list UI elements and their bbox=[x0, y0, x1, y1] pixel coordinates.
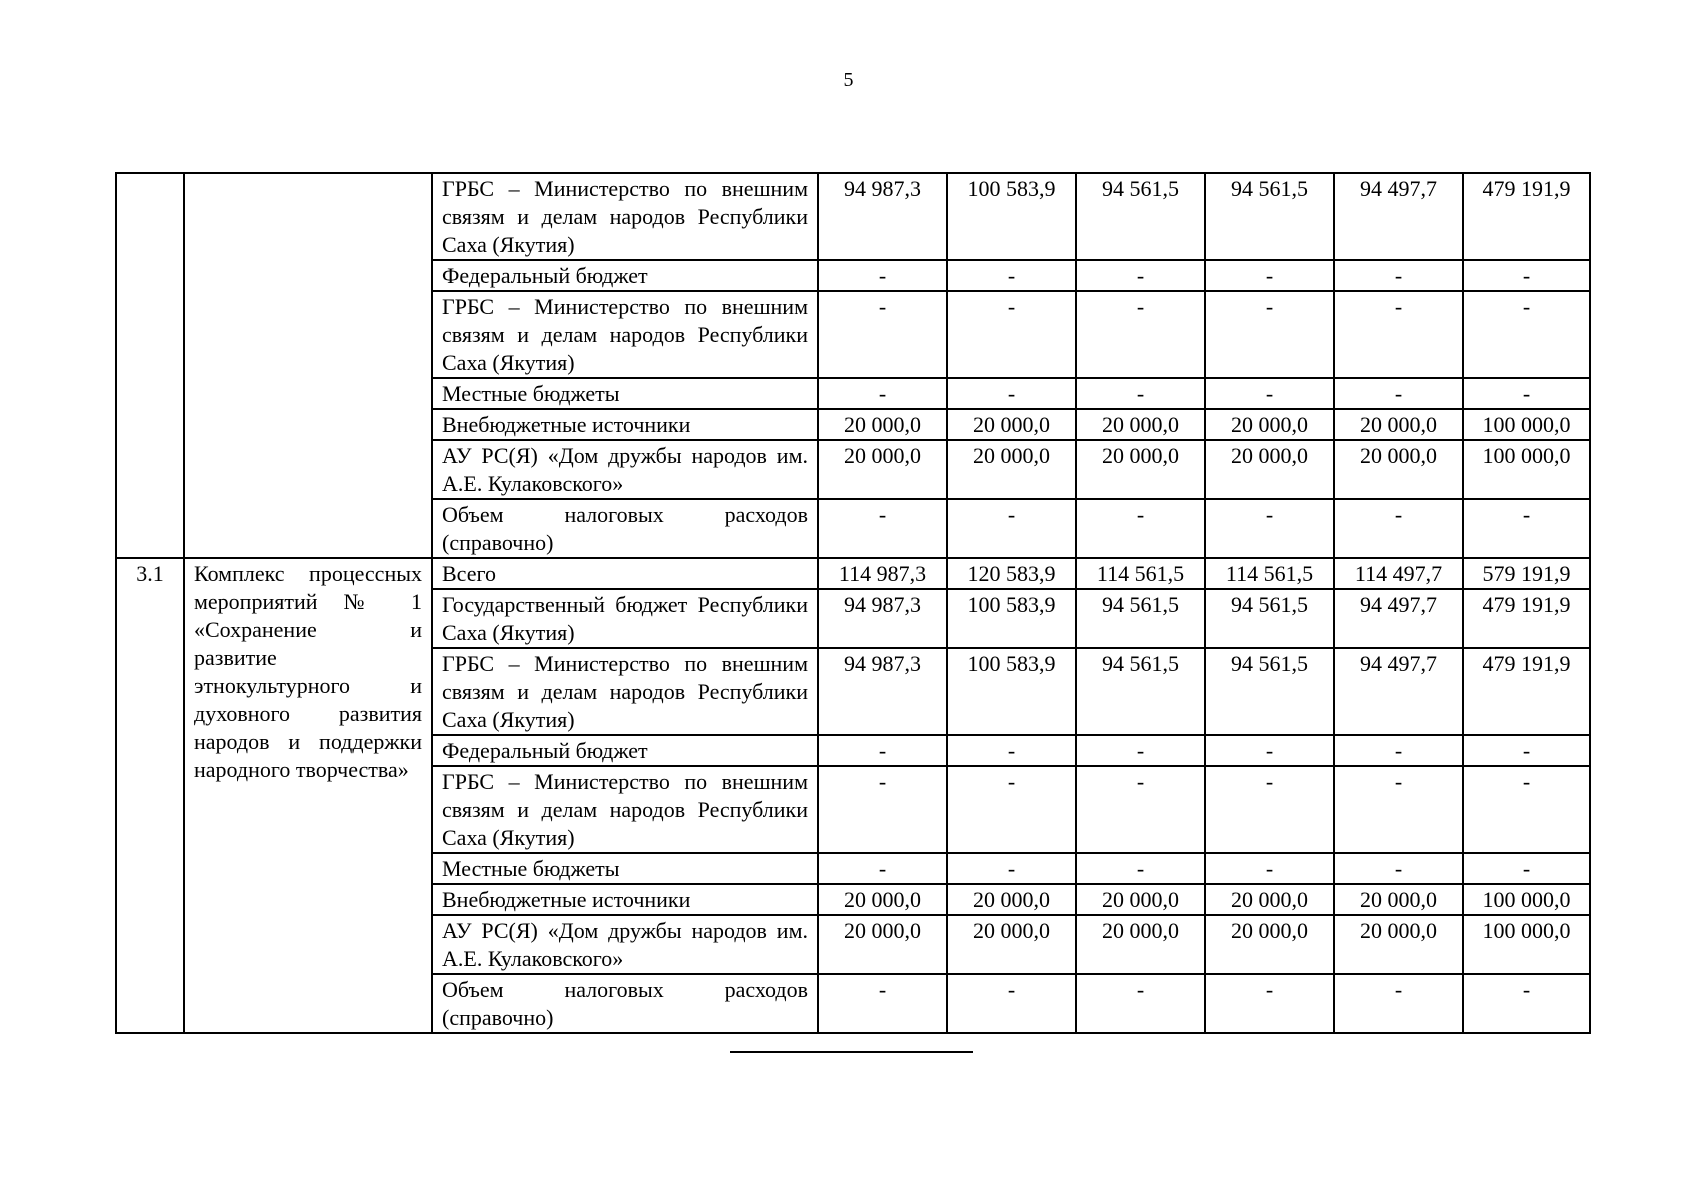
amount-cell: - bbox=[947, 853, 1076, 884]
amount-cell: 94 987,3 bbox=[818, 648, 947, 735]
amount-cell: - bbox=[1205, 735, 1334, 766]
amount-cell: 20 000,0 bbox=[1076, 884, 1205, 915]
amount-cell: - bbox=[1463, 974, 1590, 1033]
amount-cell: - bbox=[947, 378, 1076, 409]
amount-cell: 94 561,5 bbox=[1076, 589, 1205, 648]
amount-cell: 94 561,5 bbox=[1076, 173, 1205, 260]
amount-cell: 94 561,5 bbox=[1076, 648, 1205, 735]
amount-cell: - bbox=[947, 499, 1076, 558]
section-index-cell: 3.1 bbox=[116, 558, 184, 1033]
page-number: 5 bbox=[843, 69, 854, 91]
amount-cell: 479 191,9 bbox=[1463, 173, 1590, 260]
amount-cell: 120 583,9 bbox=[947, 558, 1076, 589]
budget-table bbox=[115, 172, 1591, 1034]
amount-cell: 94 987,3 bbox=[818, 173, 947, 260]
amount-cell: 20 000,0 bbox=[1205, 440, 1334, 499]
amount-cell: 100 000,0 bbox=[1463, 409, 1590, 440]
amount-cell: 20 000,0 bbox=[1334, 884, 1463, 915]
funding-source-cell: АУ РС(Я) «Дом дружбы народов им. А.Е. Кулаковского» bbox=[432, 915, 818, 974]
amount-cell: - bbox=[1076, 499, 1205, 558]
amount-cell: - bbox=[818, 853, 947, 884]
amount-cell: - bbox=[1334, 260, 1463, 291]
funding-source-cell: ГРБС – Министерство по внешним связям и делам народов Республики Саха (Якутия) bbox=[432, 766, 818, 853]
budget-table-body bbox=[116, 173, 1590, 1033]
amount-cell: 20 000,0 bbox=[1205, 915, 1334, 974]
funding-source-cell: ГРБС – Министерство по внешним связям и делам народов Республики Саха (Якутия) bbox=[432, 291, 818, 378]
amount-cell: 20 000,0 bbox=[947, 440, 1076, 499]
amount-cell: - bbox=[1463, 735, 1590, 766]
funding-source-cell: Всего bbox=[432, 558, 818, 589]
amount-cell: 20 000,0 bbox=[1205, 409, 1334, 440]
amount-cell: 479 191,9 bbox=[1463, 648, 1590, 735]
amount-cell: - bbox=[1334, 853, 1463, 884]
amount-cell: - bbox=[1076, 735, 1205, 766]
amount-cell: - bbox=[818, 499, 947, 558]
amount-cell: - bbox=[1076, 378, 1205, 409]
amount-cell: 20 000,0 bbox=[1076, 915, 1205, 974]
amount-cell: - bbox=[1076, 766, 1205, 853]
amount-cell: - bbox=[1334, 378, 1463, 409]
amount-cell: - bbox=[1205, 378, 1334, 409]
amount-cell: 479 191,9 bbox=[1463, 589, 1590, 648]
amount-cell: - bbox=[1076, 974, 1205, 1033]
amount-cell: 94 561,5 bbox=[1205, 173, 1334, 260]
amount-cell: - bbox=[1334, 766, 1463, 853]
funding-source-cell: Государственный бюджет Республики Саха (Якутия) bbox=[432, 589, 818, 648]
amount-cell: 20 000,0 bbox=[1334, 409, 1463, 440]
amount-cell: 20 000,0 bbox=[818, 409, 947, 440]
amount-cell: 94 497,7 bbox=[1334, 648, 1463, 735]
amount-cell: - bbox=[1334, 499, 1463, 558]
funding-source-cell: Внебюджетные источники bbox=[432, 409, 818, 440]
amount-cell: 20 000,0 bbox=[947, 409, 1076, 440]
amount-cell: 100 000,0 bbox=[1463, 884, 1590, 915]
amount-cell: - bbox=[1205, 974, 1334, 1033]
funding-source-cell: ГРБС – Министерство по внешним связям и делам народов Республики Саха (Якутия) bbox=[432, 173, 818, 260]
amount-cell: - bbox=[1076, 853, 1205, 884]
amount-cell: - bbox=[1334, 291, 1463, 378]
amount-cell: - bbox=[1205, 766, 1334, 853]
amount-cell: 114 987,3 bbox=[818, 558, 947, 589]
amount-cell: - bbox=[1334, 735, 1463, 766]
amount-cell: 20 000,0 bbox=[1334, 440, 1463, 499]
amount-cell: - bbox=[947, 260, 1076, 291]
amount-cell: 100 583,9 bbox=[947, 589, 1076, 648]
amount-cell: - bbox=[818, 260, 947, 291]
funding-source-cell: ГРБС – Министерство по внешним связям и делам народов Республики Саха (Якутия) bbox=[432, 648, 818, 735]
amount-cell: - bbox=[1205, 499, 1334, 558]
amount-cell: 114 497,7 bbox=[1334, 558, 1463, 589]
table-row bbox=[116, 558, 1590, 589]
amount-cell: 94 561,5 bbox=[1205, 589, 1334, 648]
amount-cell: - bbox=[947, 291, 1076, 378]
amount-cell: 100 583,9 bbox=[947, 173, 1076, 260]
amount-cell: - bbox=[1463, 499, 1590, 558]
funding-source-cell: Объем налоговых расходов (справочно) bbox=[432, 974, 818, 1033]
amount-cell: 20 000,0 bbox=[947, 884, 1076, 915]
amount-cell: 20 000,0 bbox=[1076, 440, 1205, 499]
amount-cell: 94 497,7 bbox=[1334, 589, 1463, 648]
name-cell-continued bbox=[184, 173, 432, 558]
funding-source-cell: Объем налоговых расходов (справочно) bbox=[432, 499, 818, 558]
amount-cell: - bbox=[1463, 260, 1590, 291]
funding-source-cell: Федеральный бюджет bbox=[432, 260, 818, 291]
amount-cell: 20 000,0 bbox=[818, 884, 947, 915]
amount-cell: - bbox=[1334, 974, 1463, 1033]
amount-cell: - bbox=[818, 766, 947, 853]
section-name-cell: Комплекс процессных мероприятий № 1 «Сохранение и развитие этнокультурного и духовного развития народов и поддержки народного творчества» bbox=[184, 558, 432, 1033]
amount-cell: 100 583,9 bbox=[947, 648, 1076, 735]
footer-divider bbox=[730, 1051, 973, 1053]
amount-cell: - bbox=[1463, 378, 1590, 409]
amount-cell: 100 000,0 bbox=[1463, 440, 1590, 499]
amount-cell: 20 000,0 bbox=[818, 915, 947, 974]
amount-cell: 114 561,5 bbox=[1076, 558, 1205, 589]
amount-cell: 94 497,7 bbox=[1334, 173, 1463, 260]
amount-cell: 20 000,0 bbox=[818, 440, 947, 499]
amount-cell: 579 191,9 bbox=[1463, 558, 1590, 589]
amount-cell: - bbox=[1205, 260, 1334, 291]
funding-source-cell: Федеральный бюджет bbox=[432, 735, 818, 766]
amount-cell: 20 000,0 bbox=[1076, 409, 1205, 440]
amount-cell: 20 000,0 bbox=[947, 915, 1076, 974]
amount-cell: - bbox=[947, 766, 1076, 853]
amount-cell: 100 000,0 bbox=[1463, 915, 1590, 974]
index-cell-continued bbox=[116, 173, 184, 558]
funding-source-cell: Местные бюджеты bbox=[432, 853, 818, 884]
amount-cell: 94 987,3 bbox=[818, 589, 947, 648]
amount-cell: - bbox=[947, 974, 1076, 1033]
amount-cell: 20 000,0 bbox=[1205, 884, 1334, 915]
amount-cell: - bbox=[818, 974, 947, 1033]
amount-cell: - bbox=[1076, 291, 1205, 378]
amount-cell: - bbox=[1205, 853, 1334, 884]
table-row bbox=[116, 173, 1590, 260]
amount-cell: 94 561,5 bbox=[1205, 648, 1334, 735]
amount-cell: - bbox=[818, 735, 947, 766]
amount-cell: 114 561,5 bbox=[1205, 558, 1334, 589]
amount-cell: - bbox=[1463, 853, 1590, 884]
amount-cell: - bbox=[947, 735, 1076, 766]
funding-source-cell: Местные бюджеты bbox=[432, 378, 818, 409]
amount-cell: - bbox=[1463, 291, 1590, 378]
funding-source-cell: АУ РС(Я) «Дом дружбы народов им. А.Е. Кулаковского» bbox=[432, 440, 818, 499]
amount-cell: - bbox=[818, 378, 947, 409]
amount-cell: - bbox=[1205, 291, 1334, 378]
amount-cell: - bbox=[1076, 260, 1205, 291]
funding-source-cell: Внебюджетные источники bbox=[432, 884, 818, 915]
amount-cell: - bbox=[818, 291, 947, 378]
amount-cell: 20 000,0 bbox=[1334, 915, 1463, 974]
amount-cell: - bbox=[1463, 766, 1590, 853]
